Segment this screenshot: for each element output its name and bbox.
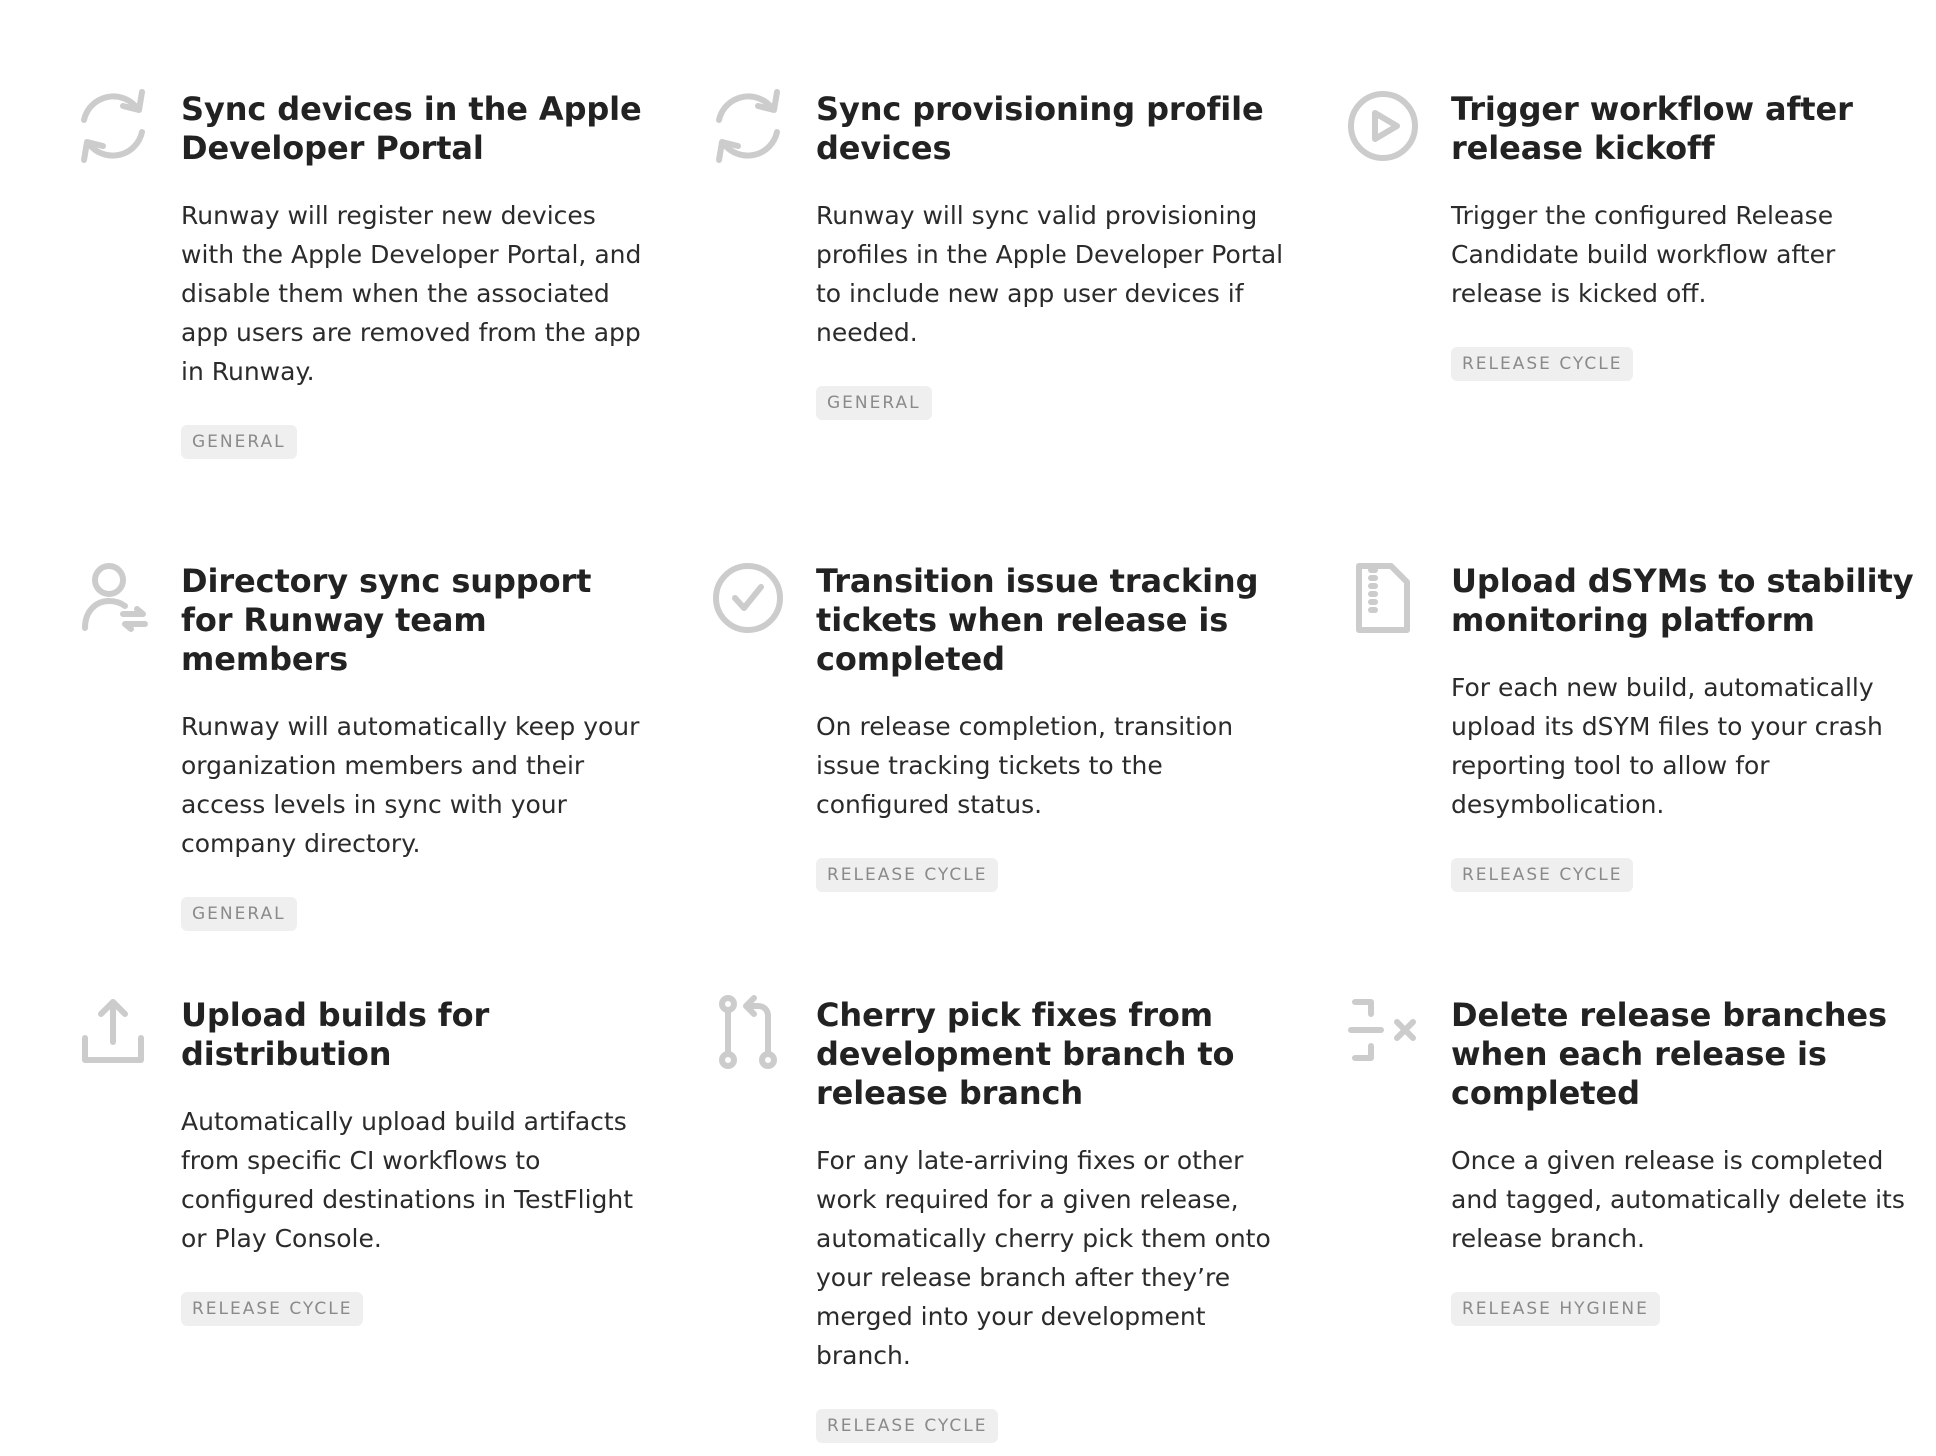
feature-title: Trigger workflow after release kickoff	[1451, 90, 1853, 167]
category-tag: GENERAL	[181, 897, 297, 931]
delete-branch-icon	[1341, 990, 1425, 1074]
category-tag: RELEASE CYCLE	[816, 1409, 998, 1443]
feature-card	[181, 996, 651, 1326]
category-tag: GENERAL	[816, 386, 932, 420]
feature-card	[181, 562, 651, 931]
pull-request-icon	[706, 990, 790, 1074]
feature-title: Upload dSYMs to stability monitoring platform	[1451, 562, 1914, 639]
zip-file-icon	[1341, 556, 1425, 640]
feature-title: Sync devices in the Apple Developer Portal	[181, 90, 642, 167]
play-circle-icon	[1341, 84, 1425, 168]
feature-description: For any late-arriving fixes or other work required for a given release, automatically cherry pick them onto your release branch after they’re merged into your development branch.	[816, 1146, 1271, 1370]
feature-title: Sync provisioning profile devices	[816, 90, 1264, 167]
feature-card	[1451, 90, 1921, 381]
feature-description: Trigger the configured Release Candidate build workflow after release is kicked off.	[1451, 201, 1836, 308]
feature-description: Runway will automatically keep your organization members and their access levels in sync with your company directory.	[181, 712, 640, 858]
feature-card	[816, 562, 1286, 892]
category-tag: RELEASE CYCLE	[816, 858, 998, 892]
feature-description: For each new build, automatically upload its dSYM files to your crash reporting tool to allow for desymbolication.	[1451, 673, 1883, 819]
upload-icon	[71, 990, 155, 1074]
check-circle-icon	[706, 556, 790, 640]
feature-title: Delete release branches when each release is completed	[1451, 996, 1887, 1112]
feature-description: Automatically upload build artifacts from specific CI workflows to configured destinations in TestFlight or Play Console.	[181, 1107, 634, 1253]
feature-card	[1451, 562, 1921, 892]
feature-title: Directory sync support for Runway team members	[181, 562, 592, 678]
feature-title: Cherry pick fixes from development branch to release branch	[816, 996, 1235, 1112]
feature-title: Transition issue tracking tickets when release is completed	[816, 562, 1259, 678]
category-tag: RELEASE HYGIENE	[1451, 1292, 1660, 1326]
category-tag: RELEASE CYCLE	[1451, 347, 1633, 381]
feature-card	[181, 90, 651, 459]
feature-title: Upload builds for distribution	[181, 996, 490, 1073]
category-tag: RELEASE CYCLE	[1451, 858, 1633, 892]
feature-card	[816, 996, 1286, 1443]
feature-description: On release completion, transition issue tracking tickets to the configured status.	[816, 712, 1234, 819]
feature-description: Runway will register new devices with the Apple Developer Portal, and disable them when the associated app users are removed from the app in Runway.	[181, 201, 642, 386]
feature-description: Runway will sync valid provisioning profiles in the Apple Developer Portal to include new app user devices if needed.	[816, 201, 1284, 347]
sync-icon	[706, 84, 790, 168]
feature-description: Once a given release is completed and tagged, automatically delete its release branch.	[1451, 1146, 1905, 1253]
category-tag: GENERAL	[181, 425, 297, 459]
user-sync-icon	[71, 556, 155, 640]
sync-icon	[71, 84, 155, 168]
feature-card	[1451, 996, 1921, 1326]
category-tag: RELEASE CYCLE	[181, 1292, 363, 1326]
feature-card	[816, 90, 1286, 420]
